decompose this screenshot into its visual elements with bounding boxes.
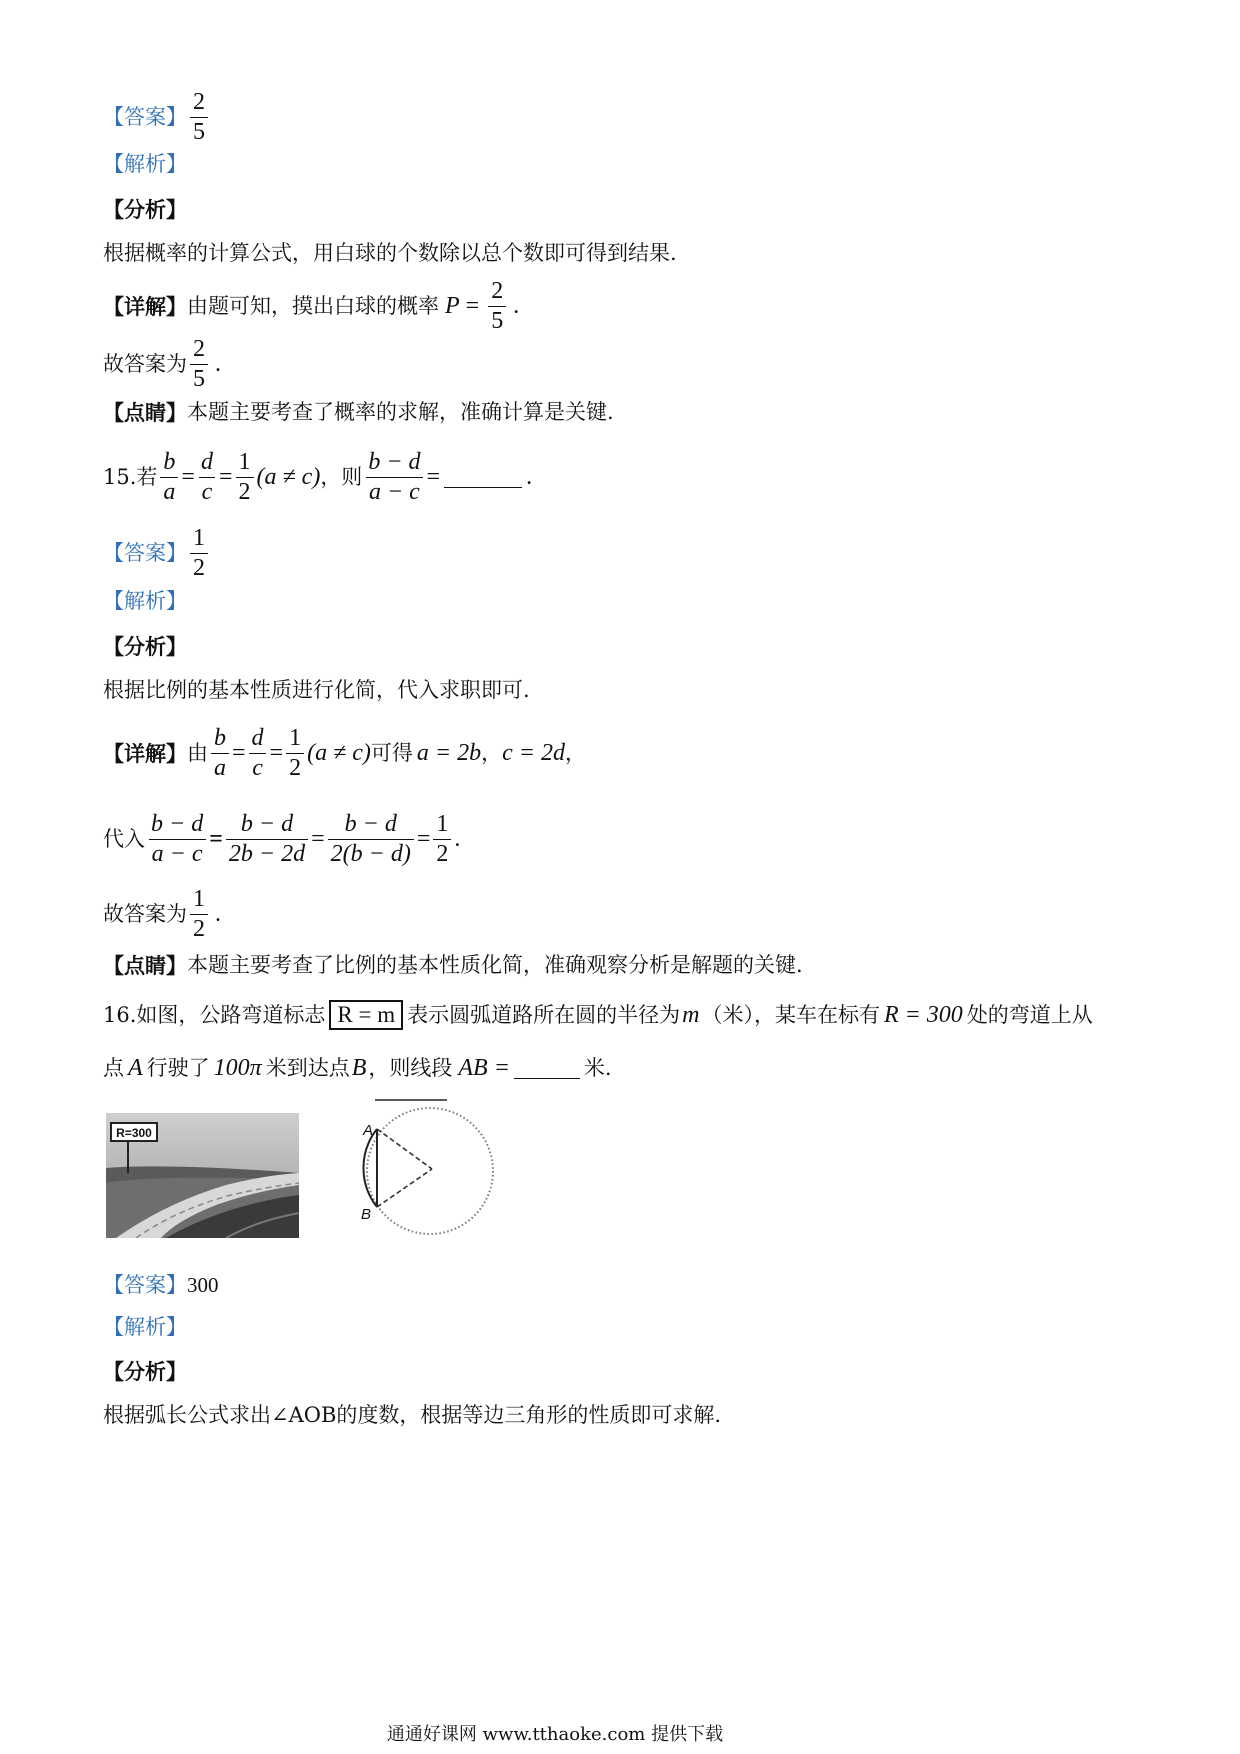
- dianjing-text: 本题主要考查了比例的基本性质化简，准确观察分析是解题的关键.: [187, 953, 803, 977]
- sub-frac-3: $\frac{b - d}{2(b - d)}$: [328, 812, 414, 867]
- answer-fraction: $\frac{1}{2}$: [190, 526, 208, 581]
- distance: 100π: [213, 1055, 262, 1081]
- answer-value: 300: [187, 1273, 219, 1297]
- q15-xiangjie: 【详解】 由 $\frac{b}{a}$ = $\frac{d}{c}$ = $\frac{1}{2}$ (a ≠ c) 可得 a = 2b ， c = 2d ，: [103, 725, 586, 782]
- frac-bd-ac: $\frac{b - d}{a - c}$: [365, 450, 423, 505]
- equals-sign: =: [465, 293, 480, 320]
- relation-2: c = 2d: [502, 740, 565, 767]
- answer-tag: 【答案】: [103, 1273, 187, 1297]
- frac-b-a: $\frac{b}{a}$: [211, 726, 229, 781]
- q16-text-h: ，则线段: [368, 1056, 453, 1080]
- comma: ，: [481, 741, 503, 766]
- point-b: B: [351, 1055, 367, 1081]
- fenxi-text: 根据比例的基本性质进行化简，代入求职即可.: [103, 678, 530, 702]
- jiexi-label: 【解析】: [103, 589, 187, 613]
- answer-tag: 【答案】: [103, 105, 187, 130]
- q14-xiangjie: [103, 279, 519, 334]
- q14-guda: [103, 337, 221, 392]
- diagram-label-b: B: [361, 1206, 372, 1223]
- guda-fraction: $\frac{1}{2}$: [190, 887, 208, 942]
- kede-text: 可得: [370, 741, 413, 766]
- fenxi-label: 【分析】: [103, 1359, 187, 1384]
- dairu-text: 代入: [103, 827, 145, 852]
- condition: (a ≠ c): [256, 464, 321, 491]
- segment-ab: AB =: [458, 1055, 510, 1081]
- dianjing-text: 本题主要考查了概率的求解，准确计算是关键.: [187, 400, 614, 424]
- frac-1-2: $\frac{1}{2}$: [236, 450, 254, 505]
- frac-d-c: $\frac{d}{c}$: [249, 726, 267, 781]
- road-sign-box: R = m: [329, 1000, 403, 1030]
- sub-frac-2: $\frac{b - d}{2b - 2d}$: [226, 812, 308, 867]
- page-footer: 通通好课网 www.tthaoke.com 提供下载: [386, 1724, 724, 1745]
- q15-prefix: 15.若: [103, 465, 158, 490]
- answer-tag: 【答案】: [103, 541, 187, 566]
- r-300: R = 300: [883, 1001, 963, 1028]
- q16-text-g: 米到达点: [265, 1056, 350, 1080]
- xiangjie-text: 由题可知，摸出白球的概率: [187, 294, 439, 319]
- point-a: A: [128, 1055, 143, 1081]
- answer-blank: [514, 1058, 580, 1079]
- dianjing-label: 【点睛】: [103, 400, 187, 425]
- q15-substitute: 代入 $\frac{b - d}{a - c}$ = $\frac{b - d}{2b - 2d}$ = $\frac{b - d}{2(b - d)}$ = $\frac{1}{2}$ .: [103, 811, 461, 868]
- jiexi-label: 【解析】: [103, 1315, 187, 1339]
- q16-text-i: 米.: [583, 1056, 612, 1080]
- guda-fraction: $\frac{2}{5}$: [190, 337, 208, 392]
- you-text: 由: [187, 741, 208, 766]
- jiexi-label: 【解析】: [103, 152, 187, 176]
- answer-blank: [444, 467, 522, 488]
- q16-line-1: [103, 1000, 1093, 1030]
- q16-text-e: 点: [103, 1056, 124, 1080]
- sub-frac-1: $\frac{b - d}{a - c}$: [148, 812, 206, 867]
- period: .: [513, 293, 520, 320]
- then-text: ，则: [320, 465, 363, 490]
- frac-d-c: $\frac{d}{c}$: [198, 450, 216, 505]
- q16-text-b: 表示圆弧道路所在圆的半径为: [407, 1002, 681, 1027]
- arc-diagram: [355, 1095, 500, 1245]
- prob-fraction: $\frac{2}{5}$: [488, 279, 506, 334]
- q16-text-a: 16.如图，公路弯道标志: [103, 1002, 326, 1027]
- period: .: [215, 901, 221, 928]
- q14-answer: [103, 90, 211, 145]
- q16-text-c: （米），某车在标有: [701, 1002, 880, 1027]
- var-m: m: [682, 1001, 700, 1028]
- relation-1: a = 2b: [416, 740, 482, 767]
- frac-1-2: $\frac{1}{2}$: [286, 726, 304, 781]
- period: .: [526, 464, 533, 491]
- comma: ，: [564, 741, 586, 766]
- q15-guda: [103, 887, 221, 942]
- period: .: [454, 826, 461, 853]
- diagram-label-a: A: [363, 1122, 374, 1139]
- q15-dianjing: [103, 955, 803, 976]
- q15-answer: [103, 526, 211, 581]
- xiangjie-label: 【详解】: [103, 294, 187, 320]
- fenxi-label: 【分析】: [103, 634, 187, 659]
- period: .: [215, 351, 221, 378]
- q16-line-2: [103, 1055, 612, 1082]
- fenxi-text: 根据概率的计算公式，用白球的个数除以总个数即可得到结果.: [103, 241, 677, 265]
- q15-question: 15.若 $\frac{b}{a}$ = $\frac{d}{c}$ = $\frac{1}{2}$ (a ≠ c) ，则 $\frac{b - d}{a - c}$ = .: [103, 449, 533, 506]
- dianjing-label: 【点睛】: [103, 953, 187, 978]
- guda-text: 故答案为: [103, 902, 187, 927]
- q16-text-d: 处的弯道上从: [966, 1002, 1093, 1027]
- sub-frac-4: $\frac{1}{2}$: [433, 812, 451, 867]
- q16-text-f: 行驶了: [146, 1056, 210, 1080]
- frac-b-a: $\frac{b}{a}$: [160, 450, 178, 505]
- answer-fraction: $\frac{2}{5}$: [190, 90, 208, 145]
- xiangjie-label: 【详解】: [103, 741, 187, 767]
- fenxi-label: 【分析】: [103, 197, 187, 222]
- guda-text: 故答案为: [103, 352, 187, 377]
- prob-symbol: P: [445, 293, 460, 320]
- q16-answer: [103, 1273, 219, 1298]
- road-photo: [106, 1113, 299, 1238]
- q14-dianjing: [103, 402, 614, 423]
- condition: (a ≠ c): [307, 740, 371, 767]
- fenxi-text: 根据弧长公式求出∠AOB的度数，根据等边三角形的性质即可求解.: [103, 1403, 722, 1427]
- photo-sign-text: R=300: [116, 1126, 152, 1140]
